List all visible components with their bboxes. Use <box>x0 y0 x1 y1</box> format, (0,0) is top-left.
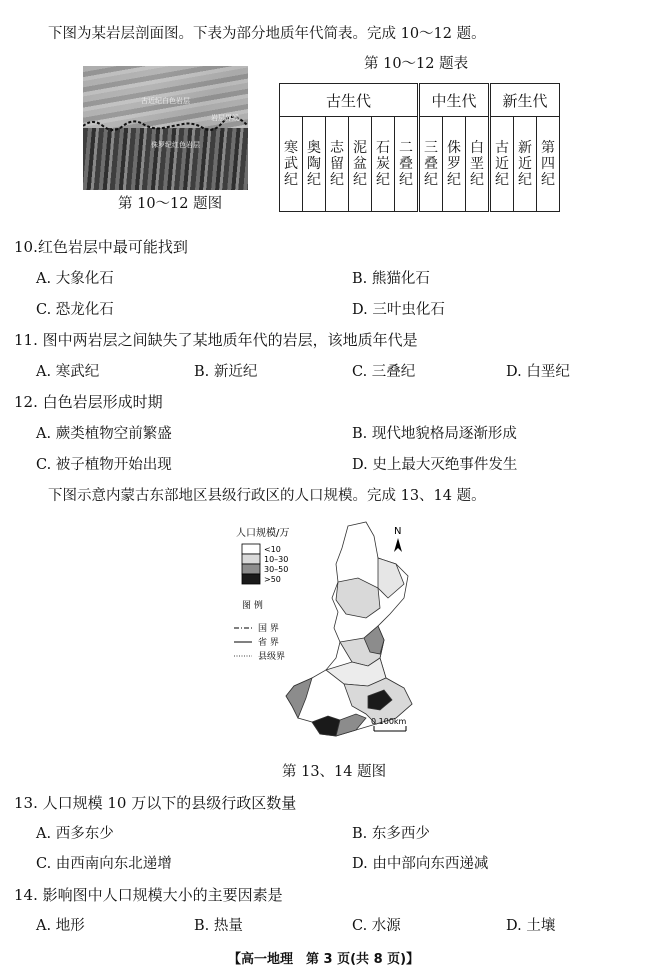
photo-caption: 第 10～12 题图 <box>118 196 223 212</box>
period-cell: 第 四 纪 <box>541 140 555 188</box>
option-13-d: D. 由中部向东西递减 <box>352 856 489 872</box>
period-cell: 泥 盆 纪 <box>353 140 367 188</box>
option-14-d: D. 土壤 <box>506 918 556 934</box>
option-10-b: B. 熊猫化石 <box>352 271 430 287</box>
map-caption: 第 13、14 题图 <box>282 764 387 780</box>
era-paleozoic: 古生代 <box>280 84 419 117</box>
option-10-d: D. 三叶虫化石 <box>352 302 445 318</box>
period-cell: 二 叠 纪 <box>399 140 413 188</box>
option-12-a: A. 蕨类植物空前繁盛 <box>36 426 172 442</box>
table-caption: 第 10～12 题表 <box>364 56 469 72</box>
option-12-d: D. 史上最大灭绝事件发生 <box>352 457 518 473</box>
option-11-c: C. 三叠纪 <box>352 364 416 380</box>
option-11-a: A. 寒武纪 <box>36 364 100 380</box>
period-cell: 奥 陶 纪 <box>307 140 321 188</box>
label-boundary: 岩层界线 <box>211 114 239 122</box>
geologic-time-table <box>279 83 560 212</box>
legend-heading: 图 例 <box>242 601 263 611</box>
period-cell: 新 近 纪 <box>518 140 532 188</box>
question-14: 14. 影响图中人口规模大小的主要因素是 <box>14 886 283 904</box>
question-12: 12. 白色岩层形成时期 <box>14 393 163 411</box>
question-11: 11. 图中两岩层之间缺失了某地质年代的岩层，该地质年代是 <box>14 331 418 349</box>
option-13-b: B. 东多西少 <box>352 826 430 842</box>
intro-text-1: 下图为某岩层剖面图。下表为部分地质年代简表。完成 10～12 题。 <box>48 26 486 42</box>
option-13-a: A. 西多东少 <box>36 826 114 842</box>
legend-classes <box>242 544 288 584</box>
legend-swatch-4 <box>242 574 260 584</box>
era-mesozoic: 中生代 <box>419 84 490 117</box>
period-cell: 侏 罗 纪 <box>447 140 461 188</box>
legend-label-3: 30–50 <box>264 565 289 574</box>
question-13: 13. 人口规模 10 万以下的县级行政区数量 <box>14 794 297 812</box>
label-white-layer: 古近纪白色岩层 <box>141 97 190 105</box>
legend-label-4: >50 <box>264 575 281 584</box>
option-10-c: C. 恐龙化石 <box>36 302 114 318</box>
legend-country: 国 界 <box>258 624 279 634</box>
option-11-b: B. 新近纪 <box>194 364 258 380</box>
legend-swatch-2 <box>242 554 260 564</box>
option-12-b: B. 现代地貌格局逐渐形成 <box>352 426 517 442</box>
north-arrow <box>394 526 402 552</box>
question-10: 10.红色岩层中最可能找到 <box>14 238 188 256</box>
option-14-c: C. 水源 <box>352 918 401 934</box>
period-cell: 寒 武 纪 <box>284 140 298 188</box>
intro-text-2: 下图示意内蒙古东部地区县级行政区的人口规模。完成 13、14 题。 <box>48 488 486 504</box>
period-cell: 古 近 纪 <box>495 140 509 188</box>
label-red-layer: 侏罗纪红色岩层 <box>151 141 200 149</box>
legend-swatch-3 <box>242 564 260 574</box>
rock-section-photo <box>83 66 248 190</box>
period-cell: 石 炭 纪 <box>376 140 390 188</box>
option-14-a: A. 地形 <box>36 918 85 934</box>
legend-county: 县级界 <box>258 652 286 662</box>
legend-label-2: 10–30 <box>264 555 289 564</box>
era-cenozoic: 新生代 <box>490 84 560 117</box>
period-cell: 三 叠 纪 <box>424 140 438 188</box>
region-map <box>286 522 412 736</box>
scale-bar <box>371 717 407 731</box>
period-cell: 白 垩 纪 <box>470 140 484 188</box>
option-14-b: B. 热量 <box>194 918 243 934</box>
option-13-c: C. 由西南向东北递增 <box>36 856 172 872</box>
population-map <box>228 518 428 748</box>
legend-title: 人口规模/万 <box>236 528 290 539</box>
option-11-d: D. 白垩纪 <box>506 364 570 380</box>
legend-province: 省 界 <box>258 638 279 648</box>
legend-label-1: <10 <box>264 545 281 554</box>
option-12-c: C. 被子植物开始出现 <box>36 457 172 473</box>
option-10-a: A. 大象化石 <box>36 271 114 287</box>
page-footer: 【高一地理 第 3 页(共 8 页)】 <box>228 952 420 967</box>
north-label: N <box>394 526 402 537</box>
legend-swatch-1 <box>242 544 260 554</box>
period-cell: 志 留 纪 <box>330 140 344 188</box>
scale-label: 0 100km <box>371 717 407 726</box>
